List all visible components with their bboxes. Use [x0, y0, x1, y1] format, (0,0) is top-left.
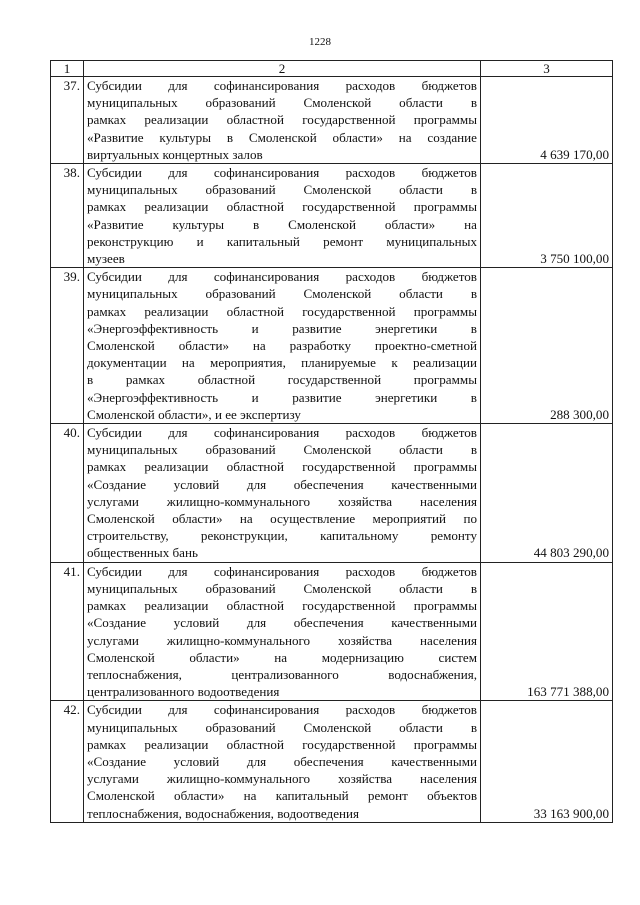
row-number: 37.	[51, 77, 84, 164]
row-description	[84, 701, 481, 822]
description-line: «Создание условий для обеспечения качественными	[87, 615, 477, 631]
table-row	[51, 562, 613, 701]
description-line: услугами жилищно-коммунального хозяйства населения	[87, 493, 477, 509]
description-line: муниципальных образований Смоленской области в	[87, 442, 477, 458]
description-line: строительству, реконструкции, капитальному ремонту	[87, 528, 477, 544]
description-line: Смоленской области» на осуществление мероприятий по	[87, 511, 477, 527]
description-line: Смоленской области» на капитальный ремонт объектов	[87, 788, 477, 804]
description-line: виртуальных концертных залов	[87, 146, 263, 162]
description-line: теплоснабжения, водоснабжения, водоотведения	[87, 805, 360, 821]
row-amount: 288 300,00	[481, 268, 613, 424]
row-amount: 33 163 900,00	[481, 701, 613, 822]
description-line: рамках реализации областной государственной программы	[87, 459, 477, 475]
row-amount: 44 803 290,00	[481, 424, 613, 563]
table-body	[51, 61, 613, 823]
description-line: документации на мероприятия, планируемые к реализации	[87, 355, 477, 371]
column-header-3: 3	[481, 61, 613, 77]
description-line: «Развитие культуры в Смоленской области» на создание	[87, 129, 477, 145]
table-row	[51, 701, 613, 822]
table-header-row	[51, 61, 613, 77]
column-header-1: 1	[51, 61, 84, 77]
row-number: 41.	[51, 562, 84, 701]
description-line: рамках реализации областной государственной программы	[87, 303, 477, 319]
description-line: рамках реализации областной государственной программы	[87, 598, 477, 614]
description-line: рамках реализации областной государственной программы	[87, 736, 477, 752]
table-row	[51, 77, 613, 164]
page-number: 1228	[309, 36, 331, 48]
description-line: рамках реализации областной государственной программы	[87, 199, 477, 215]
description-line: Субсидии для софинансирования расходов бюджетов	[87, 78, 477, 93]
row-description	[84, 164, 481, 268]
table-row	[51, 424, 613, 563]
row-amount: 4 639 170,00	[481, 77, 613, 164]
description-line: Субсидии для софинансирования расходов бюджетов	[87, 563, 477, 579]
row-number: 40.	[51, 424, 84, 563]
description-line: «Развитие культуры в Смоленской области» на	[87, 216, 477, 232]
row-amount: 163 771 388,00	[481, 562, 613, 701]
subsidies-table	[50, 60, 613, 823]
description-line: «Энергоэффективность и развитие энергетики в	[87, 389, 477, 405]
description-line: услугами жилищно-коммунального хозяйства населения	[87, 771, 477, 787]
description-line: реконструкцию и капитальный ремонт муниципальных	[87, 233, 477, 249]
description-line: Субсидии для софинансирования расходов бюджетов	[87, 269, 477, 285]
description-line: общественных бань	[87, 545, 198, 561]
table-row	[51, 164, 613, 268]
row-description	[84, 77, 481, 164]
row-description	[84, 268, 481, 424]
description-line: муниципальных образований Смоленской области в	[87, 286, 477, 302]
description-line: рамках реализации областной государственной программы	[87, 112, 477, 128]
description-line: централизованного водоотведения	[87, 684, 280, 700]
row-amount: 3 750 100,00	[481, 164, 613, 268]
row-description	[84, 424, 481, 563]
description-line: муниципальных образований Смоленской области в	[87, 182, 477, 198]
description-line: «Создание условий для обеспечения качественными	[87, 476, 477, 492]
description-line: муниципальных образований Смоленской области в	[87, 95, 477, 111]
description-line: музеев	[87, 251, 125, 267]
row-description	[84, 562, 481, 701]
description-line: «Создание условий для обеспечения качественными	[87, 753, 477, 769]
row-number: 42.	[51, 701, 84, 822]
description-line: Субсидии для софинансирования расходов бюджетов	[87, 702, 477, 718]
description-line: муниципальных образований Смоленской области в	[87, 719, 477, 735]
description-line: «Энергоэффективность и развитие энергетики в	[87, 320, 477, 336]
description-line: Субсидии для софинансирования расходов бюджетов	[87, 425, 477, 441]
row-number: 38.	[51, 164, 84, 268]
description-line: услугами жилищно-коммунального хозяйства населения	[87, 632, 477, 648]
column-header-2: 2	[84, 61, 481, 77]
table-row	[51, 268, 613, 424]
description-line: в рамках областной государственной программы	[87, 372, 477, 388]
description-line: теплоснабжения, централизованного водоснабжения,	[87, 666, 477, 682]
description-line: Смоленской области» на модернизацию систем	[87, 649, 477, 665]
description-line: муниципальных образований Смоленской области в	[87, 580, 477, 596]
description-line: Субсидии для софинансирования расходов бюджетов	[87, 165, 477, 181]
description-line: Смоленской области» на разработку проектно-сметной	[87, 338, 477, 354]
description-line: Смоленской области», и ее экспертизу	[87, 406, 301, 422]
row-number: 39.	[51, 268, 84, 424]
